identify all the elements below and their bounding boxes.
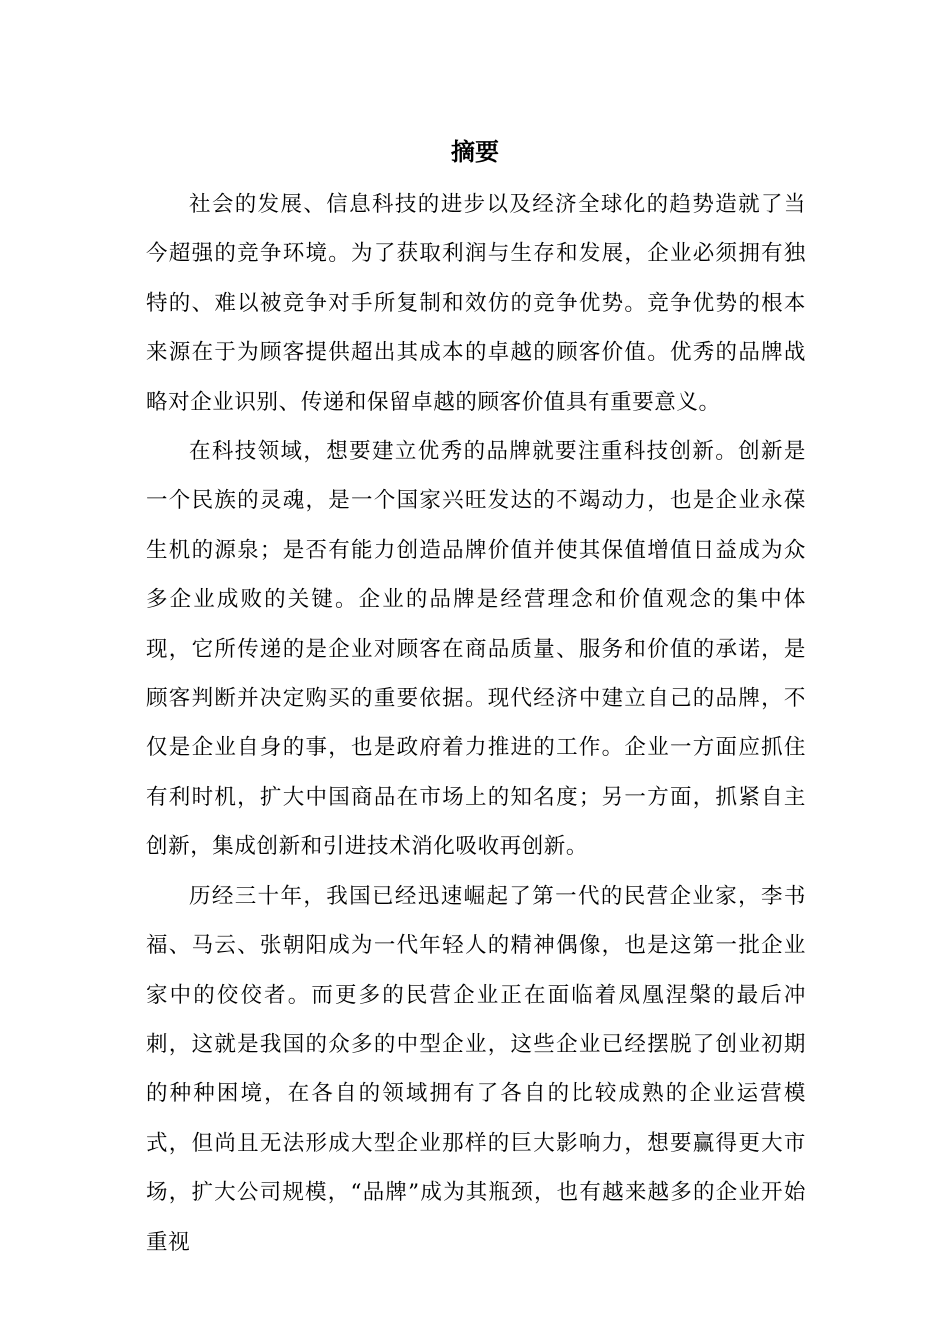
abstract-title: 摘要 <box>451 138 499 166</box>
abstract-body <box>146 180 806 1267</box>
paragraph-3: 历经三十年，我国已经迅速崛起了第一代的民营企业家，李书福、马云、张朝阳成为一代年轻人的精神偶像，也是这第一批企业家中的佼佼者。而更多的民营企业正在面临着凤凰涅槃的最后冲刺，这就是我国的众多的中型企业，这些企业已经摆脱了创业初期的种种困境，在各自的领域拥有了各自的比较成熟的企业运营模式，但尚且无法形成大型企业那样的巨大影响力，想要赢得更大市场，扩大公司规模，“品牌”成为其瓶颈，也有越来越多的企业开始重视 <box>146 883 806 1255</box>
paragraph-1: 社会的发展、信息科技的进步以及经济全球化的趋势造就了当今超强的竞争环境。为了获取利润与生存和发展，企业必须拥有独特的、难以被竞争对手所复制和效仿的竞争优势。竞争优势的根本来源在于为顾客提供超出其成本的卓越的顾客价值。优秀的品牌战略对企业识别、传递和保留卓越的顾客价值具有重要意义。 <box>146 192 806 415</box>
paragraph-2: 在科技领域，想要建立优秀的品牌就要注重科技创新。创新是一个民族的灵魂，是一个国家兴旺发达的不竭动力，也是企业永葆生机的源泉；是否有能力创造品牌价值并使其保值增值日益成为众多企业成败的关键。企业的品牌是经营理念和价值观念的集中体现，它所传递的是企业对顾客在商品质量、服务和价值的承诺，是顾客判断并决定购买的重要依据。现代经济中建立自己的品牌，不仅是企业自身的事，也是政府着力推进的工作。企业一方面应抓住有利时机，扩大中国商品在市场上的知名度；另一方面，抓紧自主创新，集成创新和引进技术消化吸收再创新。 <box>146 439 806 860</box>
